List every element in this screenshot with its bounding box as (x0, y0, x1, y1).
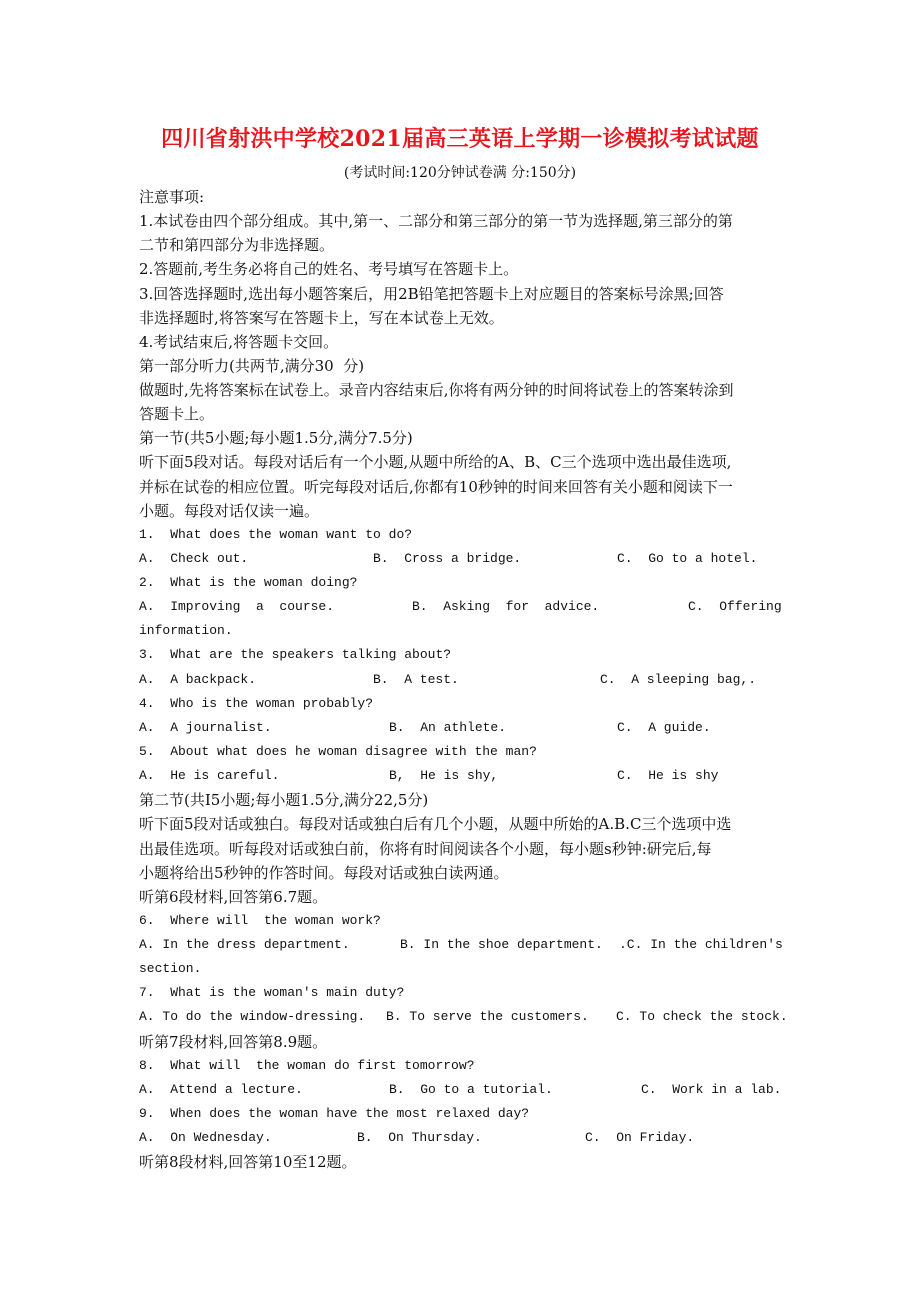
paragraph-line: 非选择题时,将答案写在答题卡上，写在本试卷上无效。 (139, 308, 504, 327)
question-text: 5. About what does he woman disagree with the man? (139, 743, 537, 759)
question-text: 1. What does the woman want to do? (139, 526, 413, 542)
question-text: 2. What is the woman doing? (139, 575, 358, 591)
answer-option: B. On Thursday. (357, 1130, 482, 1146)
paragraph-line: 听下面5段对话或独白。每段对话或独白后有几个小题，从题中所始的A.B.C三个选项中选 (139, 815, 732, 834)
answer-option: C. A guide. (617, 719, 711, 735)
question-text: 4. Who is the woman probably? (139, 695, 374, 711)
paragraph-line: 小题。每段对话仅读一遍。 (139, 501, 320, 520)
question-text: 9. When does the woman have the most relaxed day? (139, 1105, 530, 1121)
paragraph-line: 做题时,先将答案标在试卷上。录音内容结束后,你将有两分钟的时间将试卷上的答案转涂到 (139, 381, 734, 400)
paragraph-line: 听下面5段对话。每段对话后有一个小题,从题中所给的A、B、C三个选项中选出最佳选项, (139, 453, 732, 472)
answer-option: C. Offering (688, 599, 782, 615)
exam-info: (考试时间:120分钟试卷满 分:150分) (343, 165, 577, 181)
question-text: 6. Where will the woman work? (139, 912, 381, 928)
answer-option: B. An athlete. (389, 719, 507, 735)
paragraph-line: 2.答题前,考生务必将自己的姓名、考号填写在答题卡上。 (139, 260, 519, 279)
paragraph-line: 1.本试卷由四个部分组成。其中,第一、二部分和第三部分的第一节为选择题,第三部分的第 (139, 212, 733, 231)
answer-option: B. In the shoe department. (400, 937, 603, 953)
answer-option: A. A journalist. (139, 719, 272, 735)
paragraph-line: 注意事项: (139, 188, 205, 206)
answer-option: C. Go to a hotel. (617, 550, 758, 566)
answer-option: .C. In the children's (619, 937, 783, 953)
paragraph-line: 听第7段材料,回答第8.9题。 (139, 1032, 328, 1051)
question-text: 8. What will the woman do first tomorrow? (139, 1057, 475, 1073)
paragraph-line: 3.回答选择题时,选出每小题答案后，用2B铅笔把答题卡上对应题目的答案标号涂黑;回答 (139, 284, 724, 303)
paragraph-line: 第一部分听力(共两节,满分30 分) (139, 356, 365, 375)
document-title: 四川省射洪中学校2021届高三英语上学期一诊模拟考试试题 (161, 126, 759, 152)
answer-option: B. Cross a bridge. (373, 550, 522, 566)
answer-option: C. To check the stock. (616, 1009, 788, 1025)
paragraph-line: 出最佳选项。听每段对话或独白前，你将有时间阅读各个小题，每小题s秒钟:研完后,每 (139, 839, 712, 858)
paragraph-line: 听第6段材料,回答第6.7题。 (139, 887, 328, 906)
answer-option: A. In the dress department. (139, 937, 350, 953)
answer-option: B. A test. (373, 671, 459, 687)
paragraph-line: 并标在试卷的相应位置。听完每段对话后,你都有10秒钟的时间来回答有关小题和阅读下一 (139, 477, 733, 496)
answer-option: B. Go to a tutorial. (389, 1081, 553, 1097)
paragraph-line: 4.考试结束后,将答题卡交回。 (139, 332, 339, 351)
paragraph-line: 答题卡上。 (139, 405, 215, 424)
paragraph-line: 二节和第四部分为非选择题。 (139, 236, 335, 255)
answer-option: B. To serve the customers. (386, 1009, 589, 1025)
answer-option: A. On Wednesday. (139, 1130, 272, 1146)
answer-option: A. Attend a lecture. (139, 1081, 303, 1097)
answer-option: C. Work in a lab. (641, 1081, 782, 1097)
answer-option: C. A sleeping bag,. (600, 671, 757, 687)
question-text: 3. What are the speakers talking about? (139, 647, 452, 663)
answer-option: A. He is careful. (139, 768, 280, 784)
answer-option: B, He is shy, (389, 768, 499, 784)
answer-option: C. On Friday. (585, 1130, 695, 1146)
answer-option: A. Improving a course. (139, 599, 335, 615)
question-text: information. (139, 623, 233, 639)
paragraph-line: 小题将给出5秒钟的作答时间。每段对话或独白读两通。 (139, 863, 509, 882)
paragraph-line: 第一节(共5小题;每小题1.5分,满分7.5分) (139, 429, 413, 448)
question-text: 7. What is the woman's main duty? (139, 985, 405, 1001)
answer-option: A. Check out. (139, 550, 249, 566)
answer-option: A. To do the window-dressing. (139, 1009, 366, 1025)
answer-option: B. Asking for advice. (412, 599, 600, 615)
paragraph-line: 听第8段材料,回答第10至12题。 (139, 1153, 357, 1172)
paragraph-line: 第二节(共I5小题;每小题1.5分,满分22,5分) (139, 791, 429, 810)
answer-option: C. He is shy (617, 768, 719, 784)
answer-option: A. A backpack. (139, 671, 257, 687)
question-text: section. (139, 961, 202, 977)
